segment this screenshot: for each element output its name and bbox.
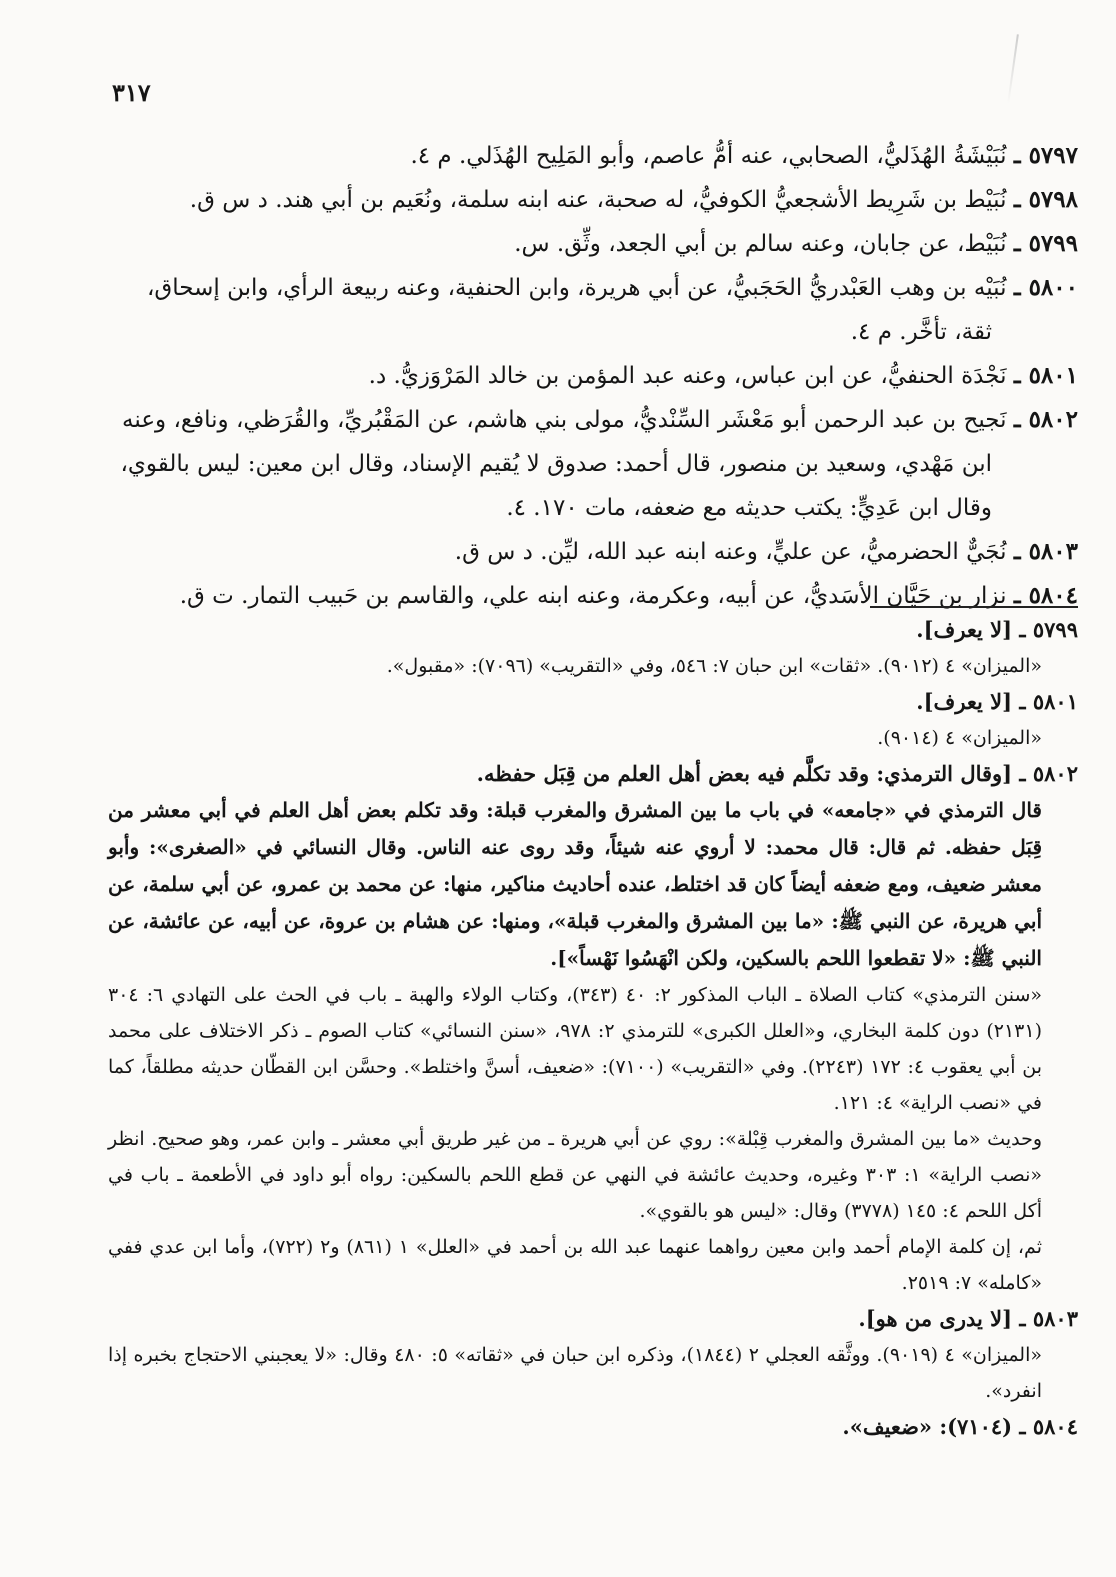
entry-number: ٥٨٠٣ ـ (1013, 538, 1078, 565)
entry-continuation: وقال ابن عَدِيٍّ: يكتب حديثه مع ضعفه، مات ١٧٠. ٤. (506, 495, 992, 521)
entry (108, 222, 1078, 266)
entry (108, 178, 1078, 222)
entry (108, 398, 1078, 530)
entry-text: نُجَيٌّ الحضرميُّ، عن عليٍّ، وعنه ابنه عبد الله، ليِّن. د س ق. (454, 539, 1007, 565)
entry-number: ٥٧٩٨ ـ (1013, 186, 1078, 213)
entry (108, 530, 1078, 574)
entry-text: نُبَيْط، عن جابان، وعنه سالم بن أبي الجعد، وثِّق. س. (514, 231, 1007, 257)
entry-continuation: ابن مَهْدي، وسعيد بن منصور، قال أحمد: صدوق لا يُقيم الإسناد، وقال ابن معين: ليس بالقوي، (120, 451, 992, 477)
entry-text: نُبَيْه بن وهب العَبْدريُّ الحَجَبيُّ، عن أبي هريرة، وابن الحنفية، وعنه ربيعة الرأي، وابن إسحاق، (147, 275, 1007, 301)
footnote-text: «سنن الترمذي» كتاب الصلاة ـ الباب المذكور ٢: ٤٠ (٣٤٣)، وكتاب الولاء والهبة ـ باب في الحث على التهادي ٦: ٣٠٤ (٢١٣١) دون كلمة البخاري، و«العلل الكبرى» للترمذي ٢: ٩٧٨، «سنن النسائي» كتاب الصوم ـ ذكر الاختلاف على محمد بن أبي يعقوب ٤: ١٧٢ (٢٢٤٣). وفي «التقريب» (٧١٠٠): «ضعيف، أسنَّ واختلط». وحسَّن ابن القطّان حديثه مطلقاً، كما في «نصب الراية» ٤: ١٢١. (108, 984, 1042, 1114)
entry (108, 134, 1078, 178)
footnote-heading: ٥٨٠٤ ـ (٧١٠٤): «ضعيف». (842, 1414, 1078, 1439)
footnote-heading: ٥٧٩٩ ـ [لا يعرف]. (916, 617, 1078, 642)
footnote-text: وحديث «ما بين المشرق والمغرب قِبْلة»: روي عن أبي هريرة ـ من غير طريق أبي معشر ـ وابن عمر، وهو صحيح. انظر «نصب الراية» ١: ٣٠٣ وغيره، وحديث عائشة في النهي عن قطع اللحم بالسكين: رواه أبو داود في الأطعمة ـ باب في أكل اللحم ٤: ١٤٥ (٣٧٧٨) وقال: «ليس هو بالقوي». (108, 1128, 1042, 1222)
footnote-text: ثم، إن كلمة الإمام أحمد وابن معين رواهما عنهما عبد الله بن أحمد في «العلل» ١ (٨٦١) و٢ (٧٢٢)، وأما ابن عدي ففي «كامله» ٧: ٢٥١٩. (108, 1236, 1042, 1294)
entry-number: ٥٨٠١ ـ (1013, 362, 1078, 389)
entry-number: ٥٨٠٤ ـ (1013, 582, 1078, 609)
entry-number: ٥٧٩٧ ـ (1013, 142, 1078, 169)
entry-continuation: ثقة، تأخَّر. م ٤. (850, 319, 992, 345)
entry-text: نزار بن حَيَّان الأسَديُّ، عن أبيه، وعكرمة، وعنه ابنه علي، والقاسم بن حَبيب التمار. ت ق. (179, 583, 1007, 609)
entry-number: ٥٨٠٢ ـ (1013, 406, 1078, 433)
entry (108, 266, 1078, 354)
entry-text: نَجْدَة الحنفيُّ، عن ابن عباس، وعنه عبد المؤمن بن خالد المَرْوَزيُّ. د. (368, 363, 1007, 389)
entry-number: ٥٨٠٠ ـ (1013, 274, 1078, 301)
page-number: ٣١٧ (112, 78, 151, 107)
footnote-text: «الميزان» ٤ (٩٠١٤). (877, 727, 1042, 749)
entry-text: نَجيح بن عبد الرحمن أبو مَعْشَر السِّنْديُّ، مولى بني هاشم، عن المَقْبُريِّ، والقُرَظي، ونافع، وعنه (122, 407, 1007, 433)
footnote-heading: ٥٨٠٢ ـ [وقال الترمذي: وقد تكلَّم فيه بعض أهل العلم من قِبَل حفظه. (476, 761, 1078, 786)
footnote-heading: ٥٨٠١ ـ [لا يعرف]. (916, 689, 1078, 714)
biography-entries (108, 134, 1078, 618)
entry-text: نُبَيْط بن شَرِيط الأشجعيُّ الكوفيُّ، له صحبة، عنه ابنه سلمة، ونُعَيم بن أبي هند. د س ق. (189, 187, 1007, 213)
footnote-text: «الميزان» ٤ (٩٠١٢). «ثقات» ابن حبان ٧: ٥٤٦، وفي «التقريب» (٧٠٩٦): «مقبول». (386, 655, 1042, 677)
footnote-heading: ٥٨٠٣ ـ [لا يدرى من هو]. (858, 1306, 1078, 1331)
entry-number: ٥٧٩٩ ـ (1013, 230, 1078, 257)
footnotes-section (108, 612, 1078, 1445)
entry-text: نُبَيْشَةُ الهُذَليُّ، الصحابي، عنه أمُّ عاصم، وأبو المَلِيح الهُذَلي. م ٤. (410, 143, 1007, 169)
footnote-text: «الميزان» ٤ (٩٠١٩). ووثَّقه العجلي ٢ (١٨٤٤)، وذكره ابن حبان في «ثقاته» ٥: ٤٨٠ وقال: «لا يعجبني الاحتجاج بخبره إذا انفرد». (108, 1344, 1042, 1402)
footnote-text: قال الترمذي في «جامعه» في باب ما بين المشرق والمغرب قبلة: وقد تكلم بعض أهل العلم في أبي معشر من قِبَل حفظه. ثم قال: قال محمد: لا أروي عنه شيئاً، وقد روى عنه الناس. وقال النسائي في «الصغرى»: وأبو معشر ضعيف، ومع ضعفه أيضاً كان قد اختلط، عنده أحاديث مناكير، منها: عن محمد بن عمرو، عن أبي سلمة، عن أبي هريرة، عن النبي ﷺ: «ما بين المشرق والمغرب قبلة»، ومنها: عن هشام بن عروة، عن أبيه، عن عائشة، عن النبي ﷺ: «لا تقطعوا اللحم بالسكين، ولكن انْهَسُوا نَهْساً»]. (108, 798, 1042, 970)
footnote-divider (870, 606, 1078, 608)
entry (108, 354, 1078, 398)
margin-mark (1007, 34, 1019, 104)
